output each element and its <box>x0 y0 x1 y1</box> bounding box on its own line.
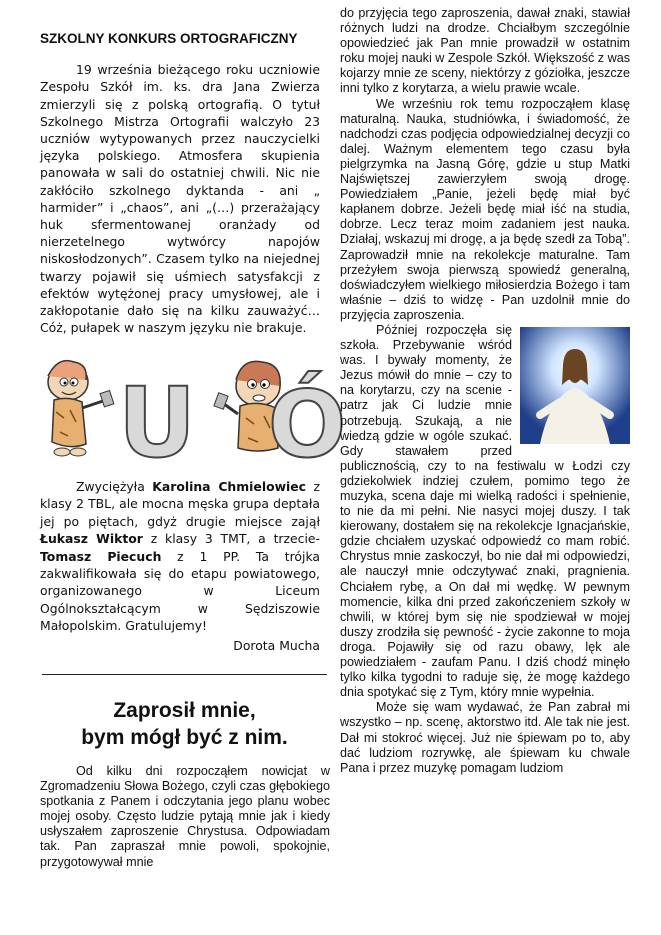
article2-paragraph-1: Od kilku dni rozpocząłem nowicjat w Zgromadzeniu Słowa Bożego, czyli czas głębokiego spotkania z Panem i odczytania jego planu wobec mojej osoby. Często ludzie pytają mnie jak i kiedy usłyszałem zaproszenie Chrystusa. Odpowiadam tak. Pan zapraszał mnie powoli, spokojnie, przygotowywał mnie <box>40 764 330 869</box>
article-paragraph: 19 września bieżącego roku uczniowie Zespołu Szkół im. ks. dra Jana Zwierza zmierzyli się z polską ortografią. O tytuł Szkolnego Mistrza Ortografii walczyło 23 uczniów wytypowanych przez nauczycielki języka polskiego. Atmosfera skupienia panowała w sali do ostatniej chwili. Nic nie zakłóciło szkolnego dyktanda - ani „ harmider” i „chaos”, ani „(…) przerażający huk sfermentowanej oranżady od nierzetelnego wytwórcy napojów niskosłodzonych”. Czasem tylko na niejednej twarzy pojawił się uśmiech satysfakcji z efektów wytężonej pracy umysłowej, ale i zakłopotanie dało się na kilku zauważyć… Cóż, pułapek w naszym języku nie brakuje. <box>40 62 320 336</box>
caveman-figure-left <box>48 361 114 456</box>
results-paragraph: Zwyciężyła Karolina Chmielowiec z klasy 2 TBL, ale mocna męska grupa deptała jej po piętach, gdyż drugie miejsce zajął Łukasz Wiktor z klasy 3 TMT, a trzecie- Tomasz Piecuch z 1 PP. Ta trójka zakwalifikowała się do etapu powiatowego, organizowanego w Liceum Ogólnokształcącym w Sędziszowie Małopolskim. Gratulujemy! <box>40 479 320 634</box>
article-heading: SZKOLNY KONKURS ORTOGRAFICZNY <box>40 31 298 46</box>
article-results <box>40 478 320 654</box>
section-divider <box>42 674 327 675</box>
letter-u: U <box>118 367 196 479</box>
third-place-name: Tomasz Piecuch <box>40 548 162 564</box>
article2-title: Zaprosił mnie, bym mógł być z nim. <box>81 699 288 749</box>
spelling-illustration <box>40 352 347 479</box>
author-signature: Dorota Mucha <box>233 637 320 653</box>
letter-o-accent: Ó <box>268 371 347 478</box>
winner-name: Karolina Chmielowiec <box>152 479 307 494</box>
article2-paragraph-4: Może się wam wydawać, że Pan zabrał mi wszystko – np. scenę, aktorstwo itd. Ale tak nie jest. Dał mi stokroć więcej. Już nie śpiewam po to, aby dać ludziom rozrywkę, ale śpiewam ku chwale Pana i przez muzykę pomagam ludziom <box>340 700 630 775</box>
article-competition <box>40 30 320 336</box>
article2-paragraph-2: We wrześniu rok temu rozpocząłem klasę maturalną. Nauka, studniówka, i świadomość, że nadchodzi czas podjęcia odpowiedzialnej decyzji co dalej. Ważnym elementem tego czasu była pielgrzymka na Jasną Górę, gdzie u stup Matki Najświętszej zawierzyłem swoją drogę. Powiedziałem „Panie, jeżeli będę miał być kapłanem dobrze. Jeżeli będę miał iść na studia, dobrze. Lecz teraz moim zadaniem jest nauka. Działaj, wskazuj mi drogę, a ja będę szedł za Tobą”. Zaprowadził mnie na rekolekcje maturalne. Tam przeżyłem swoja pierwszą spowiedź generalną, doświadczyłem wielkiego miłosierdzia Bożego i tam właśnie – dziś to widzę - Pan uzdolnił mnie do przyjęcia zaproszenia. <box>340 96 630 322</box>
jesus-image <box>520 327 630 444</box>
second-place-name: Łukasz Wiktor <box>40 531 143 547</box>
article2-paragraph-1-cont: do przyjęcia tego zaproszenia, dawał znaki, stawiał różnych ludzi na drodze. Chciałbym szczególnie opowiedzieć jak Pan mnie prowadził w ostatnim roku mojej nauki w Zespole Szkół. Większość z was kojarzy mnie ze sceny, niektórzy z góziołka, jeszcze inni tylko z korytarza, a wielu prawie wcale. <box>340 6 630 96</box>
article2-paragraph-3: Później rozpoczęła się szkoła. Przebywanie wśród was. I bywały momenty, że Jezus mówił do mnie – czy to na korytarzu, czy na scenie - patrz jak Ci ludzie mnie potrzebują. Szukają, a nie wiedzą gdzie w ogóle szukać. Gdy stawałem przed publicznością, czy to na festiwalu w Łodzi czy gdziekolwiek indziej czułem, pomimo tego że muzyka, scena daje mi wielką radości i spełnienie, to nie da mi pełni. Nie nasyci mojej duszy. I tak kierowany, dostałem się na rekolekcje Ignacjańskie, gdzie chciałem uzyskać odpowiedź co mam robić. Chrystus mnie zaskoczył, bo nie dał mi odpowiedzi, ale nauczył mnie odczytywać znaki, pragnienia. Chciałem rybę, a On dał mi wędkę. W pewnym momencie, kilka dni przed zakończeniem szkoły w chwili, w której bym się nie spodziewał w mojej duszy zrodziła się pewność - życie zakonne to moja droga. Pojawiły się od razu obawy, lęk ale powiedziałem - zaufam Panu. I dziś chodź minęło tylko kilka tygodni to raduje się, że mogę każdego dnia spotykać się z Tym, który mnie wypełnia. <box>340 322 630 700</box>
article2-continuation <box>340 6 630 776</box>
article2-intro <box>40 764 330 870</box>
